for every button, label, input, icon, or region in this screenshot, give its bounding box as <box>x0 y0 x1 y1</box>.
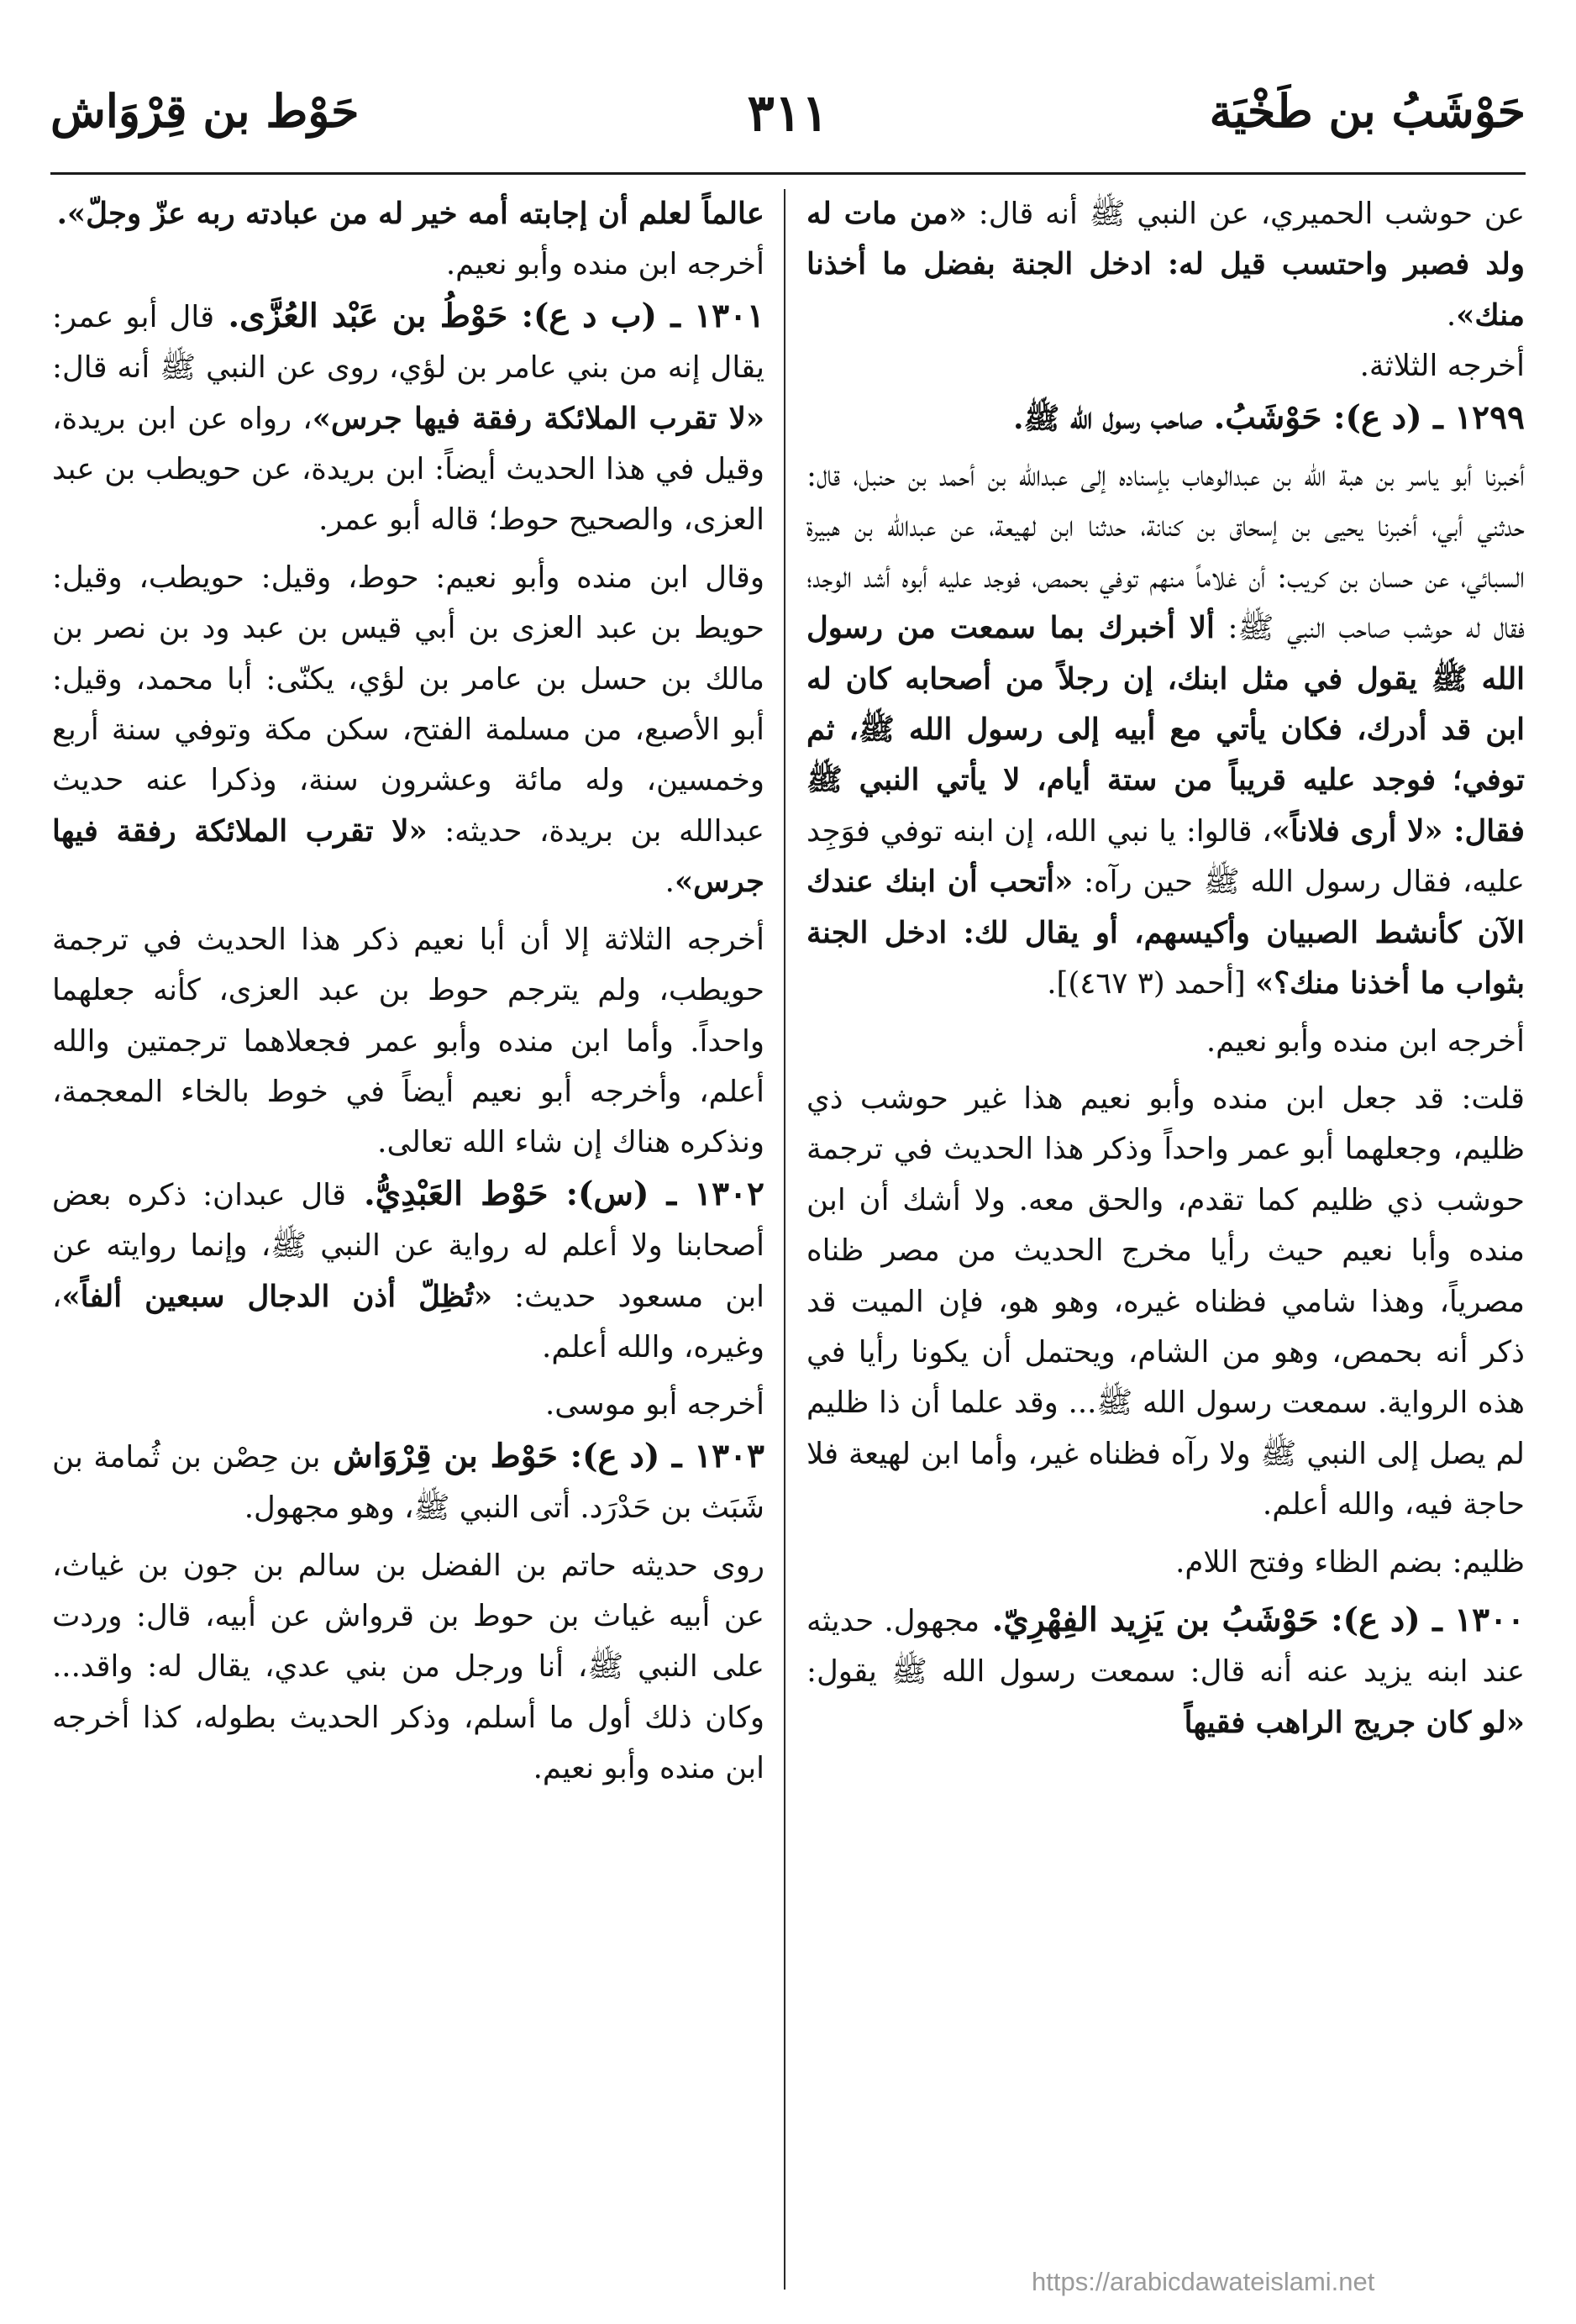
header-rule <box>50 172 1526 175</box>
hadith-quote: «لو كان جريج الراهب فقيهاً <box>1184 1705 1525 1740</box>
paragraph: ظليم: بضم الظاء وفتح اللام. <box>1175 1544 1525 1580</box>
entry-title: ١٣٠٠ ـ (د ع): حَوْشَبُ بن يَزِيد الفِهْرِيّ. <box>980 1600 1525 1639</box>
running-header <box>50 84 1526 168</box>
watermark-url: https://arabicdawateislami.net <box>1032 2267 1375 2296</box>
hadith-quote: «تُظِلّ أذن الدجال سبعين ألفاً» <box>61 1279 493 1314</box>
entry-title: ١٣٠١ ـ (ب د ع): حَوْطُ بن عَبْد العُزَّى. <box>214 296 765 335</box>
paragraph: قلت: قد جعل ابن منده وأبو نعيم هذا غير حوشب ذي ظليم، وجعلهما أبو عمر واحداً وذكر هذا الحديث في ترجمة حوشب ذي ظليم كما تقدم، والحق معه. ولا أشك أن ابن منده وأبا نعيم حيث رأيا مخرج الحديث من مصر ظناه مصرياً، وهذا شامي فظناه غيره، وهو هو، فإن الميت قد ذكر أنه بحمص، وهو من الشام، ويحتمل أن يكونا رأيا في هذه الرواية. سمعت رسول الله ﷺ... وقد علما أن ذا ظليم لم يصل إلى النبي ﷺ ولا رآه فظناه غير، وأما ابن لهيعة فلا حاجة فيه، والله أعلم. <box>806 1081 1525 1522</box>
entry-1300 <box>806 1595 1525 1748</box>
entry-1303 <box>52 1431 764 1534</box>
citation: [أحمد (٣ ٤٦٧)]. <box>1047 966 1256 1002</box>
paragraph: أخرجه ابن منده وأبو نعيم. <box>445 247 764 282</box>
left-column <box>52 189 764 1795</box>
hadith-quote: «لا تقرب الملائكة رفقة فيها جرس» <box>52 813 764 900</box>
hadith-quote: «من مات له ولد فصبر واحتسب قيل له: ادخل الجنة بفضل ما أخذنا منك» <box>806 197 1525 333</box>
hadith-quote: ألا أخبرك بما سمعت من رسول الله ﷺ يقول في مثل ابنك، إن رجلاً من أصحابه كان له ابن قد أدرك، فكان يأتي مع أبيه إلى رسول الله ﷺ، ثم توفي؛ فوجد عليه قريباً من ستة أيام، لا يأتي النبي ﷺ فقال: <box>806 611 1525 849</box>
entry-1299-heading <box>806 392 1525 444</box>
paragraph: أخرجه الثلاثة. <box>1359 349 1525 384</box>
text-run: ، قالوا: يا نبي الله، إن ابنه توفي فوَجِد عليه، فقال رسول الله ﷺ حين رآه: <box>806 813 1525 900</box>
paragraph <box>52 553 764 908</box>
header-right-title: حَوْشَبُ بن طَخْيَة <box>1209 84 1526 138</box>
hadith-continuation: عالماً لعلم أن إجابته أمه خير له من عبادته ربه عزّ وجلّ». <box>56 197 764 231</box>
paragraph <box>806 189 1525 341</box>
entry-1301 <box>52 291 764 546</box>
page-number: ٣١١ <box>747 84 829 143</box>
text-run: وقال ابن منده وأبو نعيم: حوط، وقيل: حويطب، وقيل: حويط بن عبد العزى بن أبي قيس بن عبد ود بن نصر بن مالك بن حسل بن عامر بن لؤي، يكنّى: أبا محمد، وقيل: أبو الأصبع، من مسلمة الفتح، سكن مكة وتوفي سنة أربع وخمسين، وله مائة وعشرون سنة، وذكرا عنه حديث عبدالله بن بريدة، حديثه: <box>52 560 764 849</box>
header-left-title: حَوْط بن قِرْوَاش <box>50 84 360 138</box>
text-run: ، وغيره، والله أعلم. <box>52 1279 764 1364</box>
text-run: ، رواه عن ابن بريدة، وقيل في هذا الحديث أيضاً: ابن بريدة، عن حويطب بن عبد العزى، والصحيح حوط؛ قاله أبو عمر. <box>52 401 764 538</box>
text-run: مجهول. حديثه عند ابنه يزيد عنه أنه قال: سمعت رسول الله ﷺ يقول: <box>806 1603 1526 1690</box>
entry-1302 <box>52 1169 764 1374</box>
entry-title: ١٣٠٣ ـ (د ع): حَوْط بن قِرْوَاش <box>320 1436 765 1475</box>
paragraph: أخرجه ابن منده وأبو نعيم. <box>1206 1023 1525 1059</box>
text-run: أخبرنا أبو ياسر بن هبة الله بن عبدالوهاب بإسناده إلى عبدالله بن أحمد بن حنبل، قال: حدثني أبي، أخبرنا يحيى بن إسحاق بن كنانة، حدثنا ابن لهيعة، عن عبدالله بن هبيرة السبائي، عن حسان بن كريب: أن غلاماً منهم توفي بحمص، فوجد عليه أبوه أشد الوجد؛ فقال له حوشب صاحب النبي ﷺ: <box>806 459 1525 646</box>
hadith-quote: «أتحب أن ابنك عندك الآن كأنشط الصبيان وأكيسهم، أو يقال لك: ادخل الجنة بثواب ما أخذنا منك؟» <box>806 865 1525 1002</box>
text-run: عن حوشب الحميري، عن النبي ﷺ أنه قال: <box>967 197 1525 231</box>
hadith-quote: «لا أرى فلاناً» <box>1271 813 1443 849</box>
text-run: قال أبو عمر: يقال إنه من بني عامر بن لؤي، روى عن النبي ﷺ أنه قال: <box>52 299 764 386</box>
entry-title: ١٣٠٢ ـ (س): حَوْط العَبْدِيُّ. <box>345 1174 764 1213</box>
column-divider <box>784 189 785 2290</box>
entry-subtitle: صاحب رسول الله ﷺ. <box>1013 401 1203 436</box>
text-run: بن حِصْن بن ثُمامة بن شَبَث بن حَدْرَد. أتى النبي ﷺ، وهو مجهول. <box>52 1439 764 1526</box>
right-column <box>806 189 1525 1748</box>
paragraph <box>806 451 1525 1009</box>
text-run: قال عبدان: ذكره بعض أصحابنا ولا أعلم له رواية عن النبي ﷺ، وإنما روايته عن ابن مسعود حديث: <box>52 1177 764 1314</box>
hadith-quote: «لا تقرب الملائكة رفقة فيها جرس» <box>312 401 765 436</box>
entry-title: ١٢٩٩ ـ (د ع): حَوْشَبُ. <box>1202 397 1525 437</box>
paragraph: أخرجه أبو موسى. <box>545 1387 764 1422</box>
paragraph: روى حديثه حاتم بن الفضل بن سالم بن جون بن غياث، عن أبيه غياث بن حوط بن قرواش عن أبيه، قال: وردت على النبي ﷺ، أنا ورجل من بني عدي، يقال له: واقد... وكان ذلك أول ما أسلم، وذكر الحديث بطوله، كذا أخرجه ابن منده وأبو نعيم. <box>52 1548 764 1786</box>
text-run: . <box>665 865 675 900</box>
paragraph: أخرجه الثلاثة إلا أن أبا نعيم ذكر هذا الحديث في ترجمة حويطب، ولم يترجم حوط بن عبد العزى، كأنه جعلهما واحداً. وأما ابن منده وأبو عمر فجعلاهما ترجمتين والله أعلم، وأخرجه أبو نعيم أيضاً في خوط بالخاء المعجمة، ونذكره هناك إن شاء الله تعالى. <box>52 922 764 1160</box>
text-run: . <box>1446 297 1457 333</box>
